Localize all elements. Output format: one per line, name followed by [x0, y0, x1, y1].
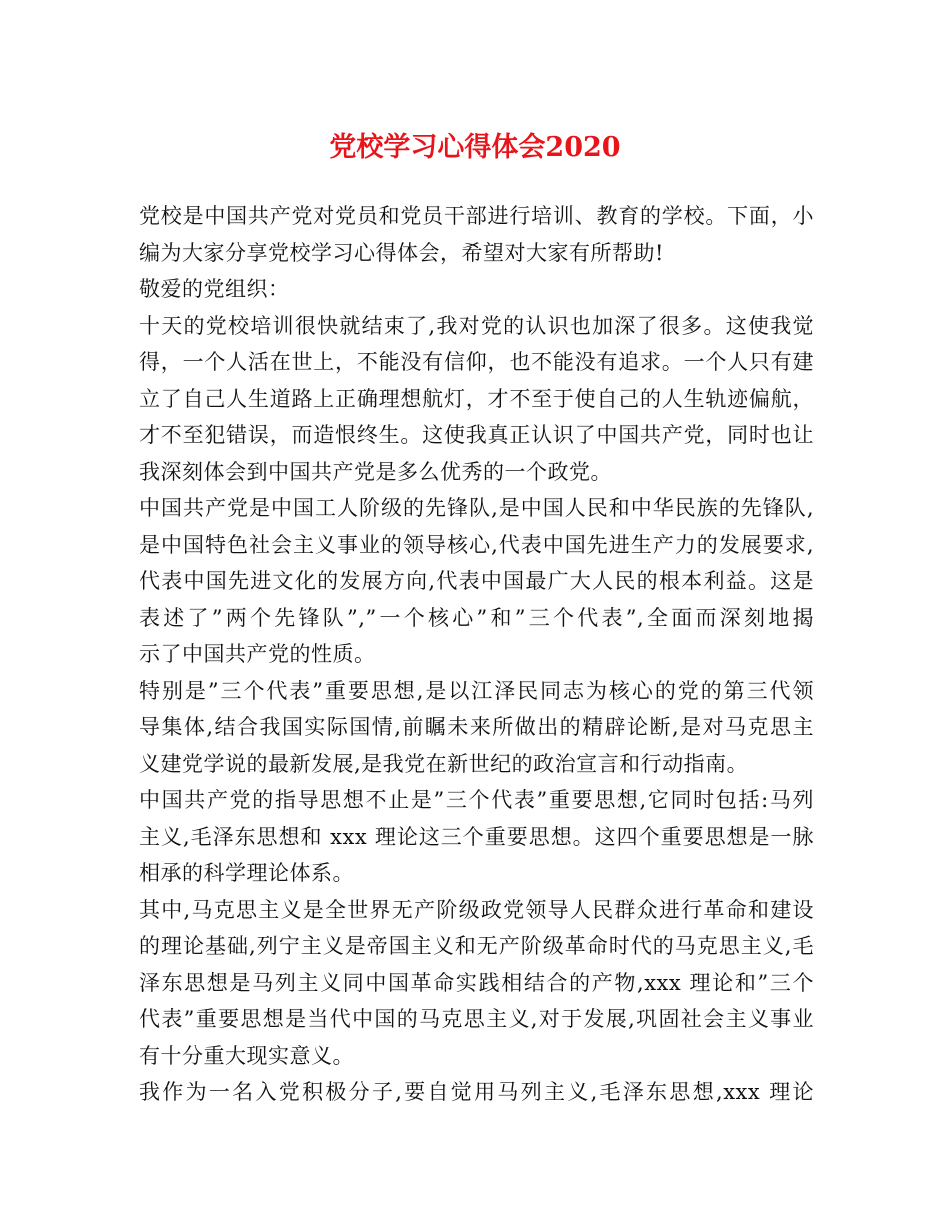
text-line: 我作为一名入党积极分子,要自觉用马列主义,毛泽东思想,xxx 理论	[139, 1080, 814, 1104]
text-line: 有十分重大现实意义。	[139, 1043, 354, 1068]
text-line: 我深刻体会到中国共产党是多么优秀的一个政党。	[139, 459, 612, 484]
text-line: 代表”重要思想是当代中国的马克思主义,对于发展,巩固社会主义事业	[139, 1007, 814, 1031]
text-line: 主义,毛泽东思想和 xxx 理论这三个重要思想。这四个重要思想是一脉	[139, 824, 814, 849]
text-line: 是中国特色社会主义事业的领导核心,代表中国先进生产力的发展要求,	[139, 532, 814, 557]
text-line: 特别是”三个代表”重要思想,是以江泽民同志为核心的党的第三代领	[139, 678, 814, 703]
text-line: 敬爱的党组织：	[139, 277, 290, 301]
text-line: 立了自己人生道路上正确理想航灯，才不至于使自己的人生轨迹偏航，	[139, 386, 814, 411]
text-line: 示了中国共产党的性质。	[139, 642, 376, 666]
text-line: 导集体,结合我国实际国情,前瞩未来所做出的精辟论断,是对马克思主	[139, 715, 814, 739]
text-line: 得，一个人活在世上，不能没有信仰，也不能没有追求。一个人只有建	[139, 350, 814, 374]
text-line: 中国共产党的指导思想不止是”三个代表”重要思想,它同时包括:马列	[139, 788, 814, 812]
text-line: 相承的科学理论体系。	[139, 861, 354, 885]
document-body	[139, 198, 814, 1111]
text-line: 才不至犯错误，而造恨终生。这使我真正认识了中国共产党，同时也让	[139, 423, 814, 447]
text-line: 的理论基础,列宁主义是帝国主义和无产阶级革命时代的马克思主义,毛	[139, 934, 814, 958]
text-line: 编为大家分享党校学习心得体会，希望对大家有所帮助!	[139, 240, 664, 265]
text-line: 泽东思想是马列主义同中国革命实践相结合的产物,xxx 理论和”三个	[139, 970, 814, 995]
text-line: 十天的党校培训很快就结束了,我对党的认识也加深了很多。这使我觉	[139, 313, 814, 338]
text-line: 党校是中国共产党对党员和党员干部进行培训、教育的学校。下面，小	[139, 204, 814, 228]
text-line: 中国共产党是中国工人阶级的先锋队,是中国人民和中华民族的先锋队,	[139, 496, 814, 520]
text-line: 代表中国先进文化的发展方向,代表中国最广大人民的根本利益。这是	[139, 569, 814, 593]
text-line: 表述了”两个先锋队”,”一个核心”和”三个代表”,全面而深刻地揭	[139, 605, 814, 630]
text-line: 其中,马克思主义是全世界无产阶级政党领导人民群众进行革命和建设	[139, 897, 814, 922]
text-line: 义建党学说的最新发展,是我党在新世纪的政治宣言和行动指南。	[139, 751, 749, 776]
document-title: 党校学习心得体会2020	[329, 132, 621, 163]
